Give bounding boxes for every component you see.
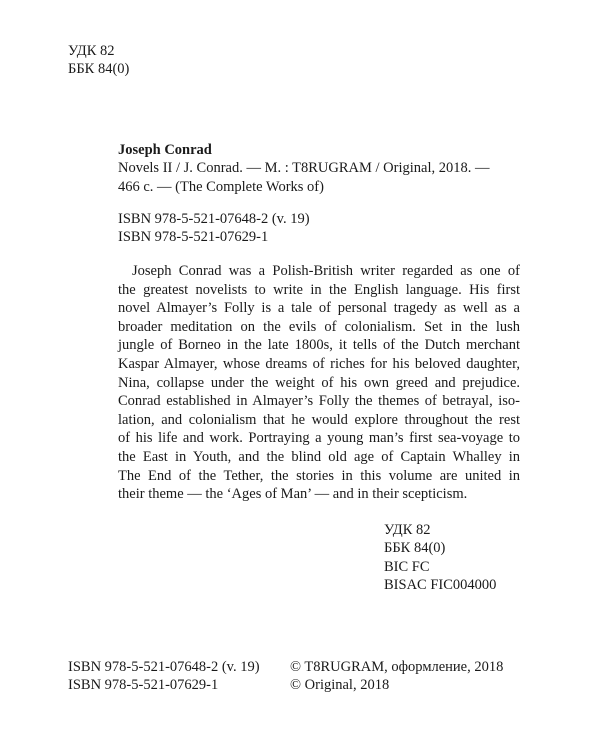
abstract-line: the greatest novelists to write in the English language. His first (118, 281, 520, 298)
isbn-line: ISBN 978-5-521-07629-1 (68, 677, 219, 694)
bibliographic-record (118, 141, 490, 196)
abstract-line: the East in Youth, and the blind old age of Captain Whalley in (118, 448, 520, 465)
abstract-paragraph (118, 262, 520, 504)
isbn-line: ISBN 978-5-521-07648-2 (v. 19) (68, 659, 260, 675)
citation-line: Novels II / J. Conrad. — M. : T8RUGRAM / Original, 2018. — (118, 160, 490, 177)
author-name: Joseph Conrad (118, 142, 212, 158)
abstract-line: Conrad established in Almayer’s Folly the themes of betrayal, iso- (118, 393, 520, 410)
footer-isbn-block (68, 658, 260, 695)
abstract-line: Nina, collapse under the weight of his own greed and prejudice. (118, 374, 520, 391)
top-classification-block (68, 42, 129, 79)
isbn-line: ISBN 978-5-521-07648-2 (v. 19) (118, 211, 310, 227)
citation-line: 466 с. — (The Complete Works of) (118, 178, 324, 195)
abstract-line: Kaspar Almayer, whose dreams of riches for his beloved daughter, (118, 355, 520, 372)
abstract-line: Joseph Conrad was a Polish-British writer regarded as one of (132, 263, 520, 279)
bisac-code: BISAC FIC004000 (384, 577, 497, 594)
abstract-line: novel Almayer’s Folly is a tale of personal tragedy as well as a (118, 300, 520, 317)
udk-code: УДК 82 (384, 522, 431, 538)
abstract-line: broader meditation on the evils of colonialism. Set in the lush (118, 318, 520, 335)
bbk-code: ББК 84(0) (68, 61, 130, 78)
isbn-line: ISBN 978-5-521-07629-1 (118, 229, 269, 246)
abstract-line: The End of the Tether, the stories in this volume are united in (118, 467, 520, 484)
isbn-block (118, 210, 310, 247)
footer-copyright-block (290, 658, 503, 695)
abstract-line: of his life and work. Portraying a young man’s first sea-voyage to (118, 430, 520, 447)
udk-code: УДК 82 (68, 43, 115, 59)
bbk-code: ББК 84(0) (384, 540, 446, 557)
abstract-line: lation, and colonialism that he would explore throughout the rest (118, 411, 520, 428)
abstract-line: jungle of Borneo in the late 1800s, it tells of the Dutch merchant (118, 337, 520, 354)
bic-code: BIC FC (384, 558, 430, 575)
copyright-line: © Original, 2018 (290, 677, 390, 694)
copyright-line: © T8RUGRAM, оформление, 2018 (290, 659, 504, 675)
abstract-line: their theme — the ‘Ages of Man’ — and in their scepticism. (118, 486, 468, 503)
right-classification-block (384, 521, 496, 595)
